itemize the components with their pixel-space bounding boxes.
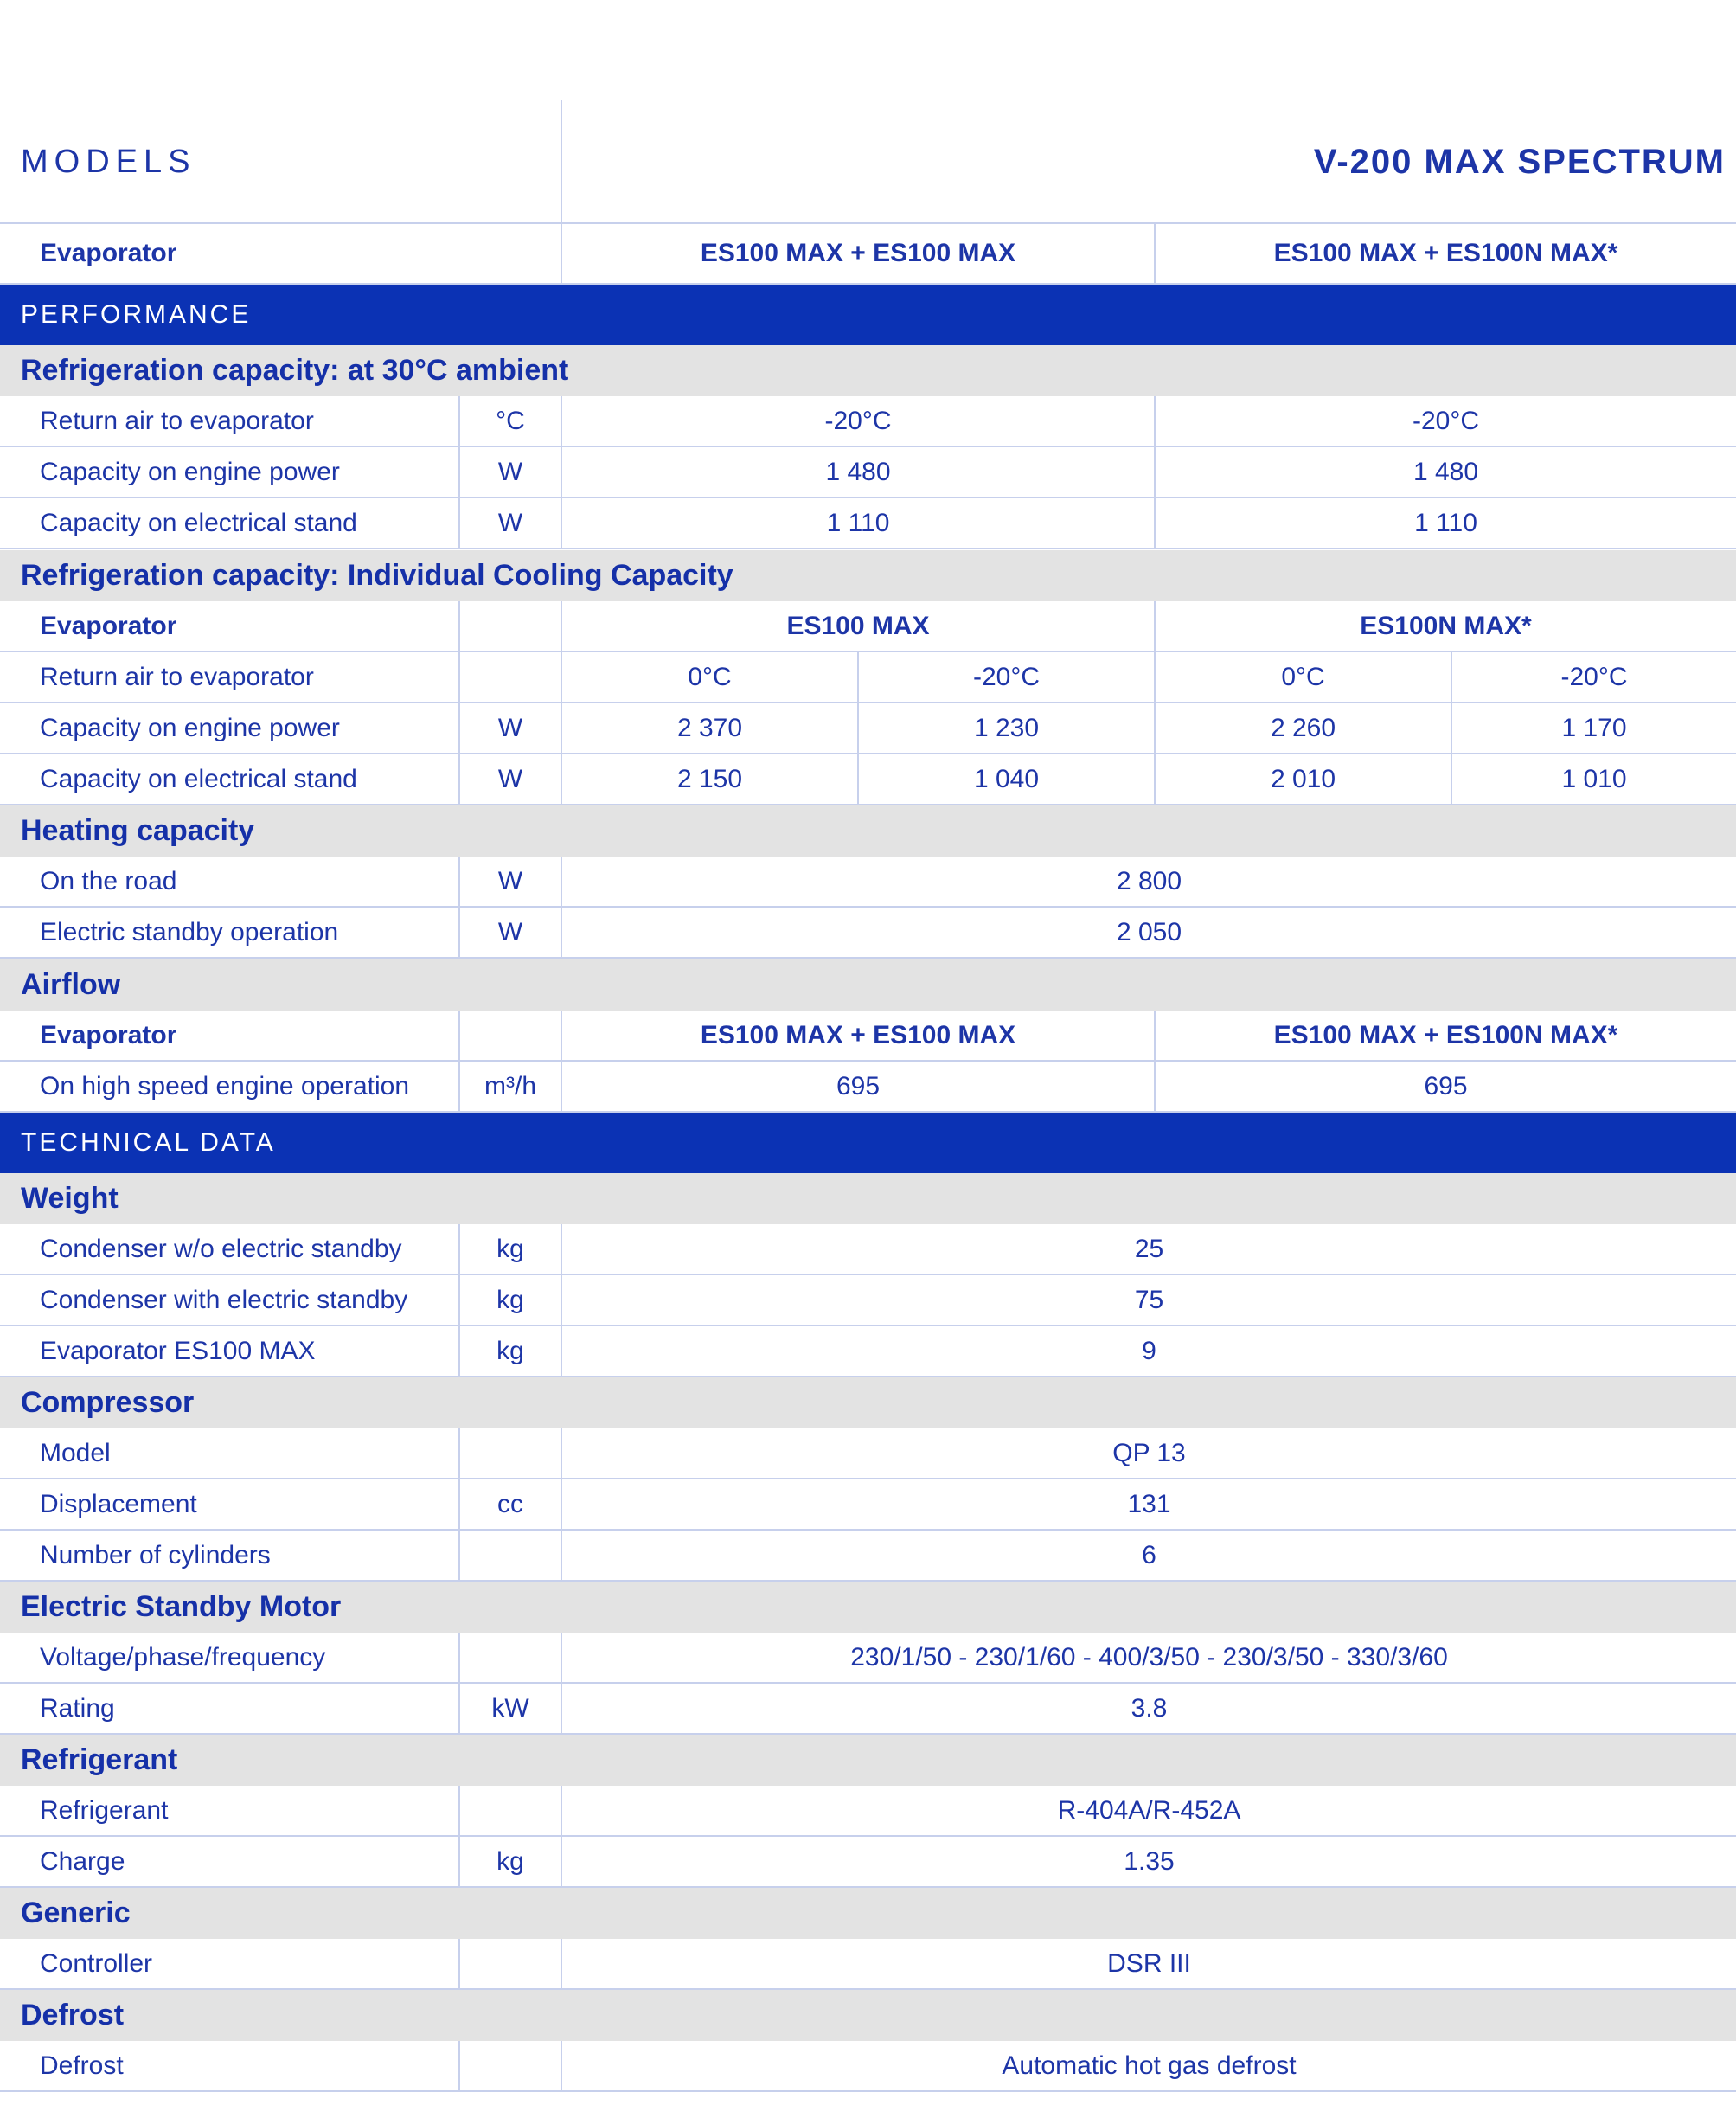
row-unit bbox=[458, 2041, 561, 2090]
row-unit bbox=[458, 1786, 561, 1835]
spec-row bbox=[0, 1837, 1736, 1888]
spec-row bbox=[0, 1326, 1736, 1377]
weight-title: Weight bbox=[21, 1182, 119, 1215]
row-value-b: 1 480 bbox=[1154, 447, 1736, 497]
spec-row bbox=[0, 857, 1736, 908]
row-value: 2 800 bbox=[561, 857, 1736, 906]
row-value-1: 2 150 bbox=[561, 754, 857, 804]
technical-band bbox=[0, 1113, 1736, 1173]
individual-evaporator-row bbox=[0, 601, 1736, 652]
row-value-4: 1 010 bbox=[1451, 754, 1736, 804]
row-value-2: 1 040 bbox=[857, 754, 1154, 804]
row-label: Displacement bbox=[40, 1489, 197, 1518]
row-unit: W bbox=[458, 754, 561, 804]
standby-motor-title: Electric Standby Motor bbox=[21, 1590, 342, 1623]
row-value: 230/1/50 - 230/1/60 - 400/3/50 - 230/3/50 - 330/3/60 bbox=[561, 1633, 1736, 1682]
top-evaporator-row bbox=[0, 224, 1736, 285]
airflow-row-b: 695 bbox=[1154, 1062, 1736, 1111]
row-value-3: 0°C bbox=[1154, 652, 1451, 702]
row-unit bbox=[458, 652, 561, 702]
compressor-title: Compressor bbox=[21, 1386, 195, 1419]
subheader-standby-motor bbox=[0, 1582, 1736, 1633]
header-divider bbox=[561, 100, 562, 223]
row-value: 3.8 bbox=[561, 1684, 1736, 1733]
refrig-ambient-title: Refrigeration capacity: at 30°C ambient bbox=[21, 354, 569, 387]
heating-title: Heating capacity bbox=[21, 814, 255, 847]
subheader-airflow bbox=[0, 959, 1736, 1011]
subheader-defrost bbox=[0, 1990, 1736, 2041]
row-value: 9 bbox=[561, 1326, 1736, 1376]
row-label: Capacity on electrical stand bbox=[40, 764, 357, 793]
row-value-a: 1 480 bbox=[561, 447, 1154, 497]
row-value-2: -20°C bbox=[857, 652, 1154, 702]
refrig-individual-title: Refrigeration capacity: Individual Cooling Capacity bbox=[21, 559, 733, 592]
individual-evap-a: ES100 MAX bbox=[561, 601, 1154, 651]
generic-title: Generic bbox=[21, 1896, 131, 1929]
subheader-refrig-ambient bbox=[0, 345, 1736, 396]
row-value-2: 1 230 bbox=[857, 703, 1154, 753]
row-value-a: -20°C bbox=[561, 396, 1154, 446]
row-label: Condenser with electric standby bbox=[40, 1285, 408, 1314]
row-label: On the road bbox=[40, 866, 177, 895]
row-unit: kg bbox=[458, 1837, 561, 1886]
row-value: 25 bbox=[561, 1224, 1736, 1274]
subheader-generic bbox=[0, 1888, 1736, 1939]
individual-evaporator-unit bbox=[458, 601, 561, 651]
row-unit: kg bbox=[458, 1224, 561, 1274]
airflow-evap-a: ES100 MAX + ES100 MAX bbox=[561, 1011, 1154, 1060]
row-value-4: -20°C bbox=[1451, 652, 1736, 702]
row-unit: W bbox=[458, 498, 561, 548]
individual-evap-b: ES100N MAX* bbox=[1154, 601, 1736, 651]
row-label: Capacity on electrical stand bbox=[40, 508, 357, 537]
row-unit bbox=[458, 1633, 561, 1682]
individual-row bbox=[0, 652, 1736, 703]
spec-row bbox=[0, 1786, 1736, 1837]
row-value-3: 2 260 bbox=[1154, 703, 1451, 753]
spec-row bbox=[0, 1684, 1736, 1735]
spec-row bbox=[0, 1531, 1736, 1582]
airflow-row-unit: m³/h bbox=[458, 1062, 561, 1111]
refrigerant-title: Refrigerant bbox=[21, 1743, 178, 1776]
row-label: Rating bbox=[40, 1693, 115, 1723]
models-label: MODELS bbox=[21, 143, 196, 180]
subheader-compressor bbox=[0, 1377, 1736, 1428]
airflow-evap-b: ES100 MAX + ES100N MAX* bbox=[1154, 1011, 1736, 1060]
row-label: Charge bbox=[40, 1846, 125, 1876]
row-unit: kg bbox=[458, 1275, 561, 1325]
performance-band bbox=[0, 285, 1736, 345]
row-unit: W bbox=[458, 908, 561, 957]
spec-row bbox=[0, 1428, 1736, 1479]
row-unit: kg bbox=[458, 1326, 561, 1376]
evaporator-label: Evaporator bbox=[40, 239, 177, 267]
airflow-evaporator-label: Evaporator bbox=[40, 1020, 177, 1049]
row-value: R-404A/R-452A bbox=[561, 1786, 1736, 1835]
row-unit bbox=[458, 1428, 561, 1478]
row-value-3: 2 010 bbox=[1154, 754, 1451, 804]
row-label: Return air to evaporator bbox=[40, 406, 314, 435]
row-label: Capacity on engine power bbox=[40, 457, 340, 486]
row-label: Defrost bbox=[40, 2050, 124, 2080]
ambient-row bbox=[0, 498, 1736, 549]
airflow-title: Airflow bbox=[21, 968, 121, 1001]
spec-row bbox=[0, 1275, 1736, 1326]
row-value-a: 1 110 bbox=[561, 498, 1154, 548]
product-name: V-200 MAX SPECTRUM bbox=[561, 100, 1736, 223]
airflow-row-label: On high speed engine operation bbox=[40, 1071, 410, 1101]
row-value: 1.35 bbox=[561, 1837, 1736, 1886]
row-value: 6 bbox=[561, 1531, 1736, 1580]
individual-row bbox=[0, 754, 1736, 805]
row-value-1: 0°C bbox=[561, 652, 857, 702]
row-label: Voltage/phase/frequency bbox=[40, 1642, 326, 1672]
subheader-weight bbox=[0, 1173, 1736, 1224]
performance-title: PERFORMANCE bbox=[21, 300, 252, 329]
row-value: Automatic hot gas defrost bbox=[561, 2041, 1736, 2090]
ambient-row bbox=[0, 447, 1736, 498]
subheader-refrigerant bbox=[0, 1735, 1736, 1786]
row-value: QP 13 bbox=[561, 1428, 1736, 1478]
row-label: Evaporator ES100 MAX bbox=[40, 1336, 316, 1365]
row-value: 2 050 bbox=[561, 908, 1736, 957]
row-value: 75 bbox=[561, 1275, 1736, 1325]
individual-evaporator-label: Evaporator bbox=[40, 611, 177, 640]
ambient-row bbox=[0, 396, 1736, 447]
defrost-title: Defrost bbox=[21, 1999, 125, 2031]
row-label: Refrigerant bbox=[40, 1795, 169, 1825]
spec-row bbox=[0, 1479, 1736, 1531]
row-label: Model bbox=[40, 1438, 111, 1467]
row-value-b: 1 110 bbox=[1154, 498, 1736, 548]
evaporator-col-b: ES100 MAX + ES100N MAX* bbox=[1154, 224, 1736, 283]
airflow-evaporator-row bbox=[0, 1011, 1736, 1062]
row-unit bbox=[458, 1531, 561, 1580]
row-value: 131 bbox=[561, 1479, 1736, 1529]
row-unit bbox=[458, 1939, 561, 1988]
row-unit: cc bbox=[458, 1479, 561, 1529]
evaporator-col-a: ES100 MAX + ES100 MAX bbox=[561, 224, 1154, 283]
airflow-speed-row bbox=[0, 1062, 1736, 1113]
row-unit: W bbox=[458, 857, 561, 906]
row-value-1: 2 370 bbox=[561, 703, 857, 753]
row-label: Number of cylinders bbox=[40, 1540, 271, 1569]
row-unit: W bbox=[458, 447, 561, 497]
row-label: Controller bbox=[40, 1948, 153, 1978]
airflow-evaporator-unit bbox=[458, 1011, 561, 1060]
airflow-row-a: 695 bbox=[561, 1062, 1154, 1111]
spec-row bbox=[0, 908, 1736, 959]
row-unit: kW bbox=[458, 1684, 561, 1733]
spec-row bbox=[0, 1224, 1736, 1275]
row-label: Capacity on engine power bbox=[40, 713, 340, 742]
row-value-4: 1 170 bbox=[1451, 703, 1736, 753]
row-value: DSR III bbox=[561, 1939, 1736, 1988]
row-label: Return air to evaporator bbox=[40, 662, 314, 691]
individual-row bbox=[0, 703, 1736, 754]
row-label: Electric standby operation bbox=[40, 917, 339, 947]
subheader-refrig-individual bbox=[0, 550, 1736, 601]
technical-title: TECHNICAL DATA bbox=[21, 1128, 276, 1157]
subheader-heating bbox=[0, 805, 1736, 857]
models-header bbox=[0, 100, 1736, 223]
row-unit: °C bbox=[458, 396, 561, 446]
row-unit: W bbox=[458, 703, 561, 753]
row-value-b: -20°C bbox=[1154, 396, 1736, 446]
row-label: Condenser w/o electric standby bbox=[40, 1234, 402, 1263]
spec-row bbox=[0, 2041, 1736, 2092]
spec-row bbox=[0, 1633, 1736, 1684]
spec-row bbox=[0, 1939, 1736, 1990]
